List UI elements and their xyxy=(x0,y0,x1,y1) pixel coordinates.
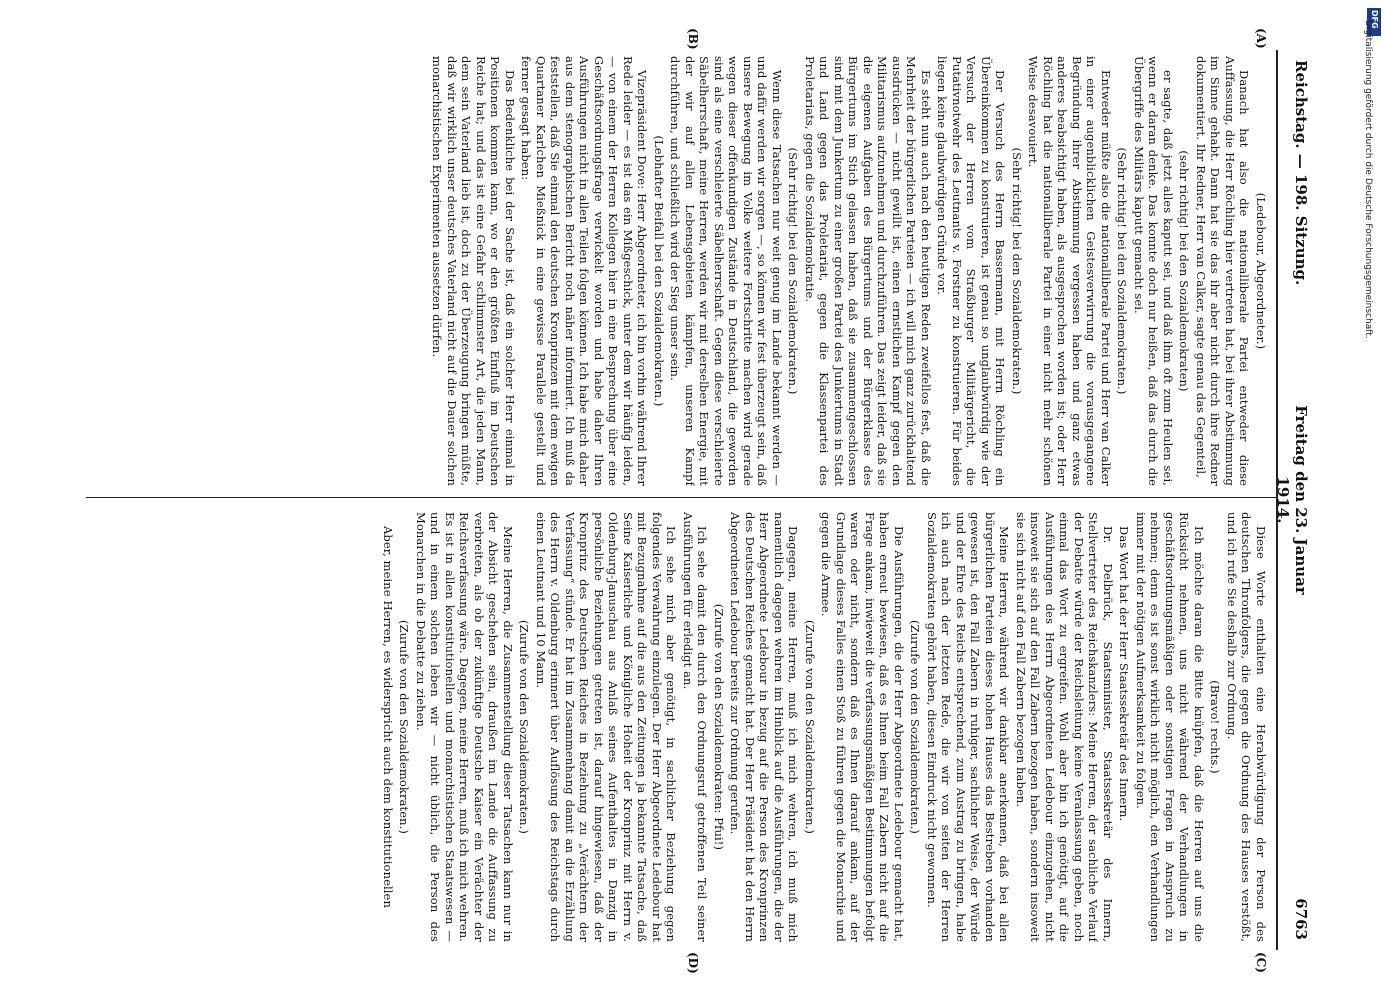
paragraph: Dagegen, meine Herren, muß ich mich wehren, ich muß mich namentlich dagegen wehren im Hinblick auf die Ausführungen, die der Herr Abgeordnete Ledebour in bezug auf die Person des Kronprinzen des Deutschen Reiches gemacht hat. Der Herr Präsident hat den Herrn Abgeordneten Ledebour bereits zur Ordnung gerufen. xyxy=(728,512,801,942)
header-rule xyxy=(1276,50,1278,950)
paragraph: Dr. Delbrück, Staatsminister, Staatssekretär des Innern, Stellvertreter des Reichskanzlers: Meine Herren, der sachliche Verlauf der Debatte würde der Reichsleitung keine Veranlassung geben, noch einmal das Wort zu ergreifen. Wohl aber bin ich genötigt, auf die Ausführungen des Herrn Abgeordneten Ledebour einzugehen, nicht insoweit sie sich auf den Fall Zabern bezogen haben, sondern insoweit sie sich nicht auf den Fall Zabern bezogen haben. xyxy=(1014,512,1115,942)
paragraph: (sehr richtig! bei den Sozialdemokraten) xyxy=(1177,150,1192,392)
marker-a: (A) xyxy=(1254,28,1268,49)
marker-d: (D) xyxy=(686,952,700,974)
right-column xyxy=(88,512,1268,942)
paragraph: (Lebhafter Beifall bei den Sozialdemokraten.) xyxy=(652,135,666,407)
paragraph: Meine Herren, die Zusammenstellung dieser Tatsachen kann nur in der Absicht geschehen sein, draußen im Lande die Auffassung zu verbreiten, als ob der zukünftige Deutsche Kaiser ein Verächter der Reichsverfassung wäre. Dagegen, meine Herren, muß ich mich wehren. Es ist in allen konstitutionellen und monarchistischen Staatswesen — und in einem solchen leben wir — nicht üblich, die Person des Monarchen in die Debatte zu ziehen. xyxy=(414,512,515,942)
paragraph: (Ledebour, Abgeordneter.) xyxy=(1254,192,1268,350)
page-header xyxy=(1274,50,1320,950)
paragraph: (Sehr richtig! bei den Sozialdemokraten.) xyxy=(1115,147,1130,395)
paragraph: Ich möchte daran die Bitte knüpfen, daß die Herren auf uns die Rücksicht nehmen, uns nicht während der Verhandlungen in geschäftsordnungsmäßigen oder sonstigen Fragen in Anspruch zu nehmen; denn es ist sonst wirklich nicht möglich, den Verhandlungen immer mit der nötigen Aufmerksamkeit zu folgen. xyxy=(1134,512,1206,942)
digitization-note-text: Digitalisierung gefördert durch die Deutsche Forschungsgemeinschaft. xyxy=(1363,20,1373,339)
paragraph: Die Ausführungen, die der Herr Abgeordnete Ledebour gemacht hat, haben erneut bewiesen, daß es Ihnen beim Fall Zabern nicht auf die Frage ankam, inwieweit die verfassungsmäßigen Bestimmungen befolgt waren oder nicht, sondern daß es Ihnen darauf ankam, auf der Grundlage dieses Falles einen Stoß zu führen gegen die Monarchie und gegen die Armee. xyxy=(819,512,906,942)
paragraph: Ich sehe mich aber genötigt, in sachlicher Beziehung gegen folgendes Verwahrung einzulegen. Der Herr Abgeordnete Ledebour hat mit Bezugnahme auf die aus den Zeitungen ja bekannte Tatsache, daß Seine Kaiserliche und Königliche Hoheit der Kronprinz mit Herrn v. Oldenburg-Januschau aus Anlaß seines Aufenthaltes in Danzig in persönliche Beziehungen getreten ist, darauf hingewiesen, daß der Kronprinz des Deutschen Reiches in Beziehung zu „Verächtern der Verfassung“ stünde. Er hat im Zusammenhang damit an die Erzählung des Herrn v. Oldenburg erinnert über Auflösung des Reichstags durch einen Leutnant und 10 Mann. xyxy=(534,512,679,942)
marker-b: (B) xyxy=(686,28,700,50)
paragraph: (Bravo! rechts.) xyxy=(1208,680,1223,774)
paragraph: er sagte, daß jetzt alles kaputt sei, und daß ihm oft zum Heulen sei, wenn er daran denke. Das konnte doch nur heißen, daß das durch die Übergriffe des Militärs kaputt gemacht sei. xyxy=(1132,56,1175,486)
paragraph: Wenn diese Tatsachen nur weit genug im Lande bekannt werden — und dafür werden wir sorgen —, so können wir fest überzeugt sein, daß unsere Bewegung im Volke weitere Fortschritte machen wird gerade wegen dieser offenkundigen Zustände in Deutschland, die geworden sind als eine verschleierte Säbelherrschaft. Gegen diese verschleierte Säbelherrschaft, meine Herren, werden wir mit derselben Energie, mit der wir auf allen Lebensgebieten kämpfen, unseren Kampf durchführen, und schließlich wird der Sieg unser sein. xyxy=(668,56,784,486)
paragraph: Das Wort hat der Herr Staatssekretär des Innern. xyxy=(1117,526,1132,822)
marker-c: (C) xyxy=(1254,952,1268,973)
paragraph: (Zurufe von den Sozialdemokraten: Pfui!) xyxy=(712,603,726,851)
paragraph: Es steht nun auch nach den heutigen Reden zweifellos fest, daß die Mehrheit der bürgerlichen Parteien — ich will mich ganz zurückhaltend ausdrücken — nicht gewillt ist, einen ernstlichen Kampf gegen den Militarismus aufzunehmen und durchzuführen. Das zeigt leider, daß sie die eigenen Aufgaben des Bürgertums und der Bürgerklasse des Bürgertums im Stich gelassen haben, daß sie zusammengeschlossen sind mit dem Junkertum zu einer großen Partei des Junkertums in Stadt und Land gegen das Proletariat, gegen die Klassenpartei des Proletariats, gegen die Sozialdemokratie. xyxy=(803,56,933,486)
paragraph: Danach hat also die nationalliberale Partei entweder diese Auffassung, die Herr Röchling hier vertreten hat, bei ihrer Abstimmung im Sinne gehabt. Dann hat sie das ihr aber nicht durch ihre Redner dokumentiert. Ihr Redner, Herr van Calker, sagte genau das Gegenteil, xyxy=(1194,56,1252,486)
paragraph: (Zurufe von den Sozialdemokraten.) xyxy=(517,620,532,834)
digitization-note xyxy=(1355,20,1377,980)
rotated-page-content xyxy=(80,28,1320,974)
left-column xyxy=(88,56,1268,486)
header-date: Freitag den 23. Januar 1914. xyxy=(1274,405,1310,595)
paragraph: Das Bedenkliche bei der Sache ist, daß ein solcher Herr einmal in Positionen kommen kann, wo er den größten Einfluß im Deutschen Reiche hat; und das ist eine Gefahr schlimmster Art, die jeden Mann, dem sein Vaterland lieb ist, doch zu der Überzeugung bringen müßte, daß wir wirklich unser deutsches Vaterland nicht auf die Dauer solchen monarchistischen Experimenten aussetzen dürfen. xyxy=(430,56,517,486)
paragraph: (Zurufe von den Sozialdemokraten.) xyxy=(908,620,923,834)
page-number: 6763 xyxy=(1292,898,1310,940)
paragraph: Vizepräsident Dove: Herr Abgeordneter, ich bin vorhin während Ihrer Rede leider — es ist das ein Mißgeschick, unter dem wir häufig leiden, — von einem der Herren Kollegen hier in eine Besprechung über eine Geschäftsordnungsfrage verwickelt worden und habe daher Ihren Ausführungen nicht in allen Teilen folgen können. Ich habe mich daher aus dem stenographischen Bericht noch näher informiert. Ich muß da feststellen, daß Sie einmal den deutschen Kronprinzen mit dem ewigen Quartaner Karlchen Mießnick in eine gewisse Parallele gestellt und ferner gesagt haben: xyxy=(519,56,650,486)
paragraph: Diese Worte enthalten eine Herabwürdigung der Person des deutschen Thronfolgers, die gegen die Ordnung des Hauses verstößt, und ich rufe Sie deshalb zur Ordnung. xyxy=(1225,512,1268,942)
paragraph: (Zurufe von den Sozialdemokraten.) xyxy=(397,620,412,834)
dfg-logo-text: DFG xyxy=(1370,10,1379,29)
paragraph: (Zurufe von den Sozialdemokraten.) xyxy=(803,620,817,834)
paragraph: (Sehr richtig! bei den Sozialdemokraten.) xyxy=(786,147,801,395)
header-session: Reichstag. — 198. Sitzung. xyxy=(1292,60,1310,286)
paragraph: (Sehr richtig! bei den Sozialdemokraten.) xyxy=(1010,147,1024,395)
paragraph: Der Versuch des Herrn Bassermann, mit Herrn Röchling ein Übereinkommen zu konstruieren, ist genau so unglaubwürdig wie der Versuch der Herren vom Straßburger Militärgericht, die Putativnotwehr des Leutnants v. Forstner zu konstruieren. Für beides liegen keine glaubwürdigen Gründe vor. xyxy=(935,56,1008,486)
paragraph: Meine Herren, während wir dankbar anerkennen, daß bei allen bürgerlichen Parteien dieses hohen Hauses das Bestreben vorhanden gewesen ist, den Fall Zabern in ruhiger, sachlicher Weise, der Würde und der Ehre des Reichs entsprechend, zum Austrag zu bringen, habe ich auch nach der letzten Rede, die wir von seiten der Herren Sozialdemokraten gehört haben, diesen Eindruck nicht gewonnen. xyxy=(925,512,1012,942)
paragraph: Aber, meine Herren, es widerspricht auch dem konstitutionellen xyxy=(381,526,395,908)
paragraph: Ich sehe damit den durch den Ordnungsruf getroffenen Teil seiner Ausführungen für erledigt an. xyxy=(681,512,710,942)
paragraph: Entweder müßte also die nationalliberale Partei und Herr van Calker in einer augenblicklichen Geistesverwirrung die vorausgegangene Begründung ihrer Abstimmung vergessen haben und ganz etwas anderes beabsichtigt haben, als ausgesprochen worden ist; oder Herr Röchling hat die nationalliberale Partei in einer nicht mehr schönen Weise desavouiert. xyxy=(1026,56,1113,486)
column-divider xyxy=(86,497,1276,498)
